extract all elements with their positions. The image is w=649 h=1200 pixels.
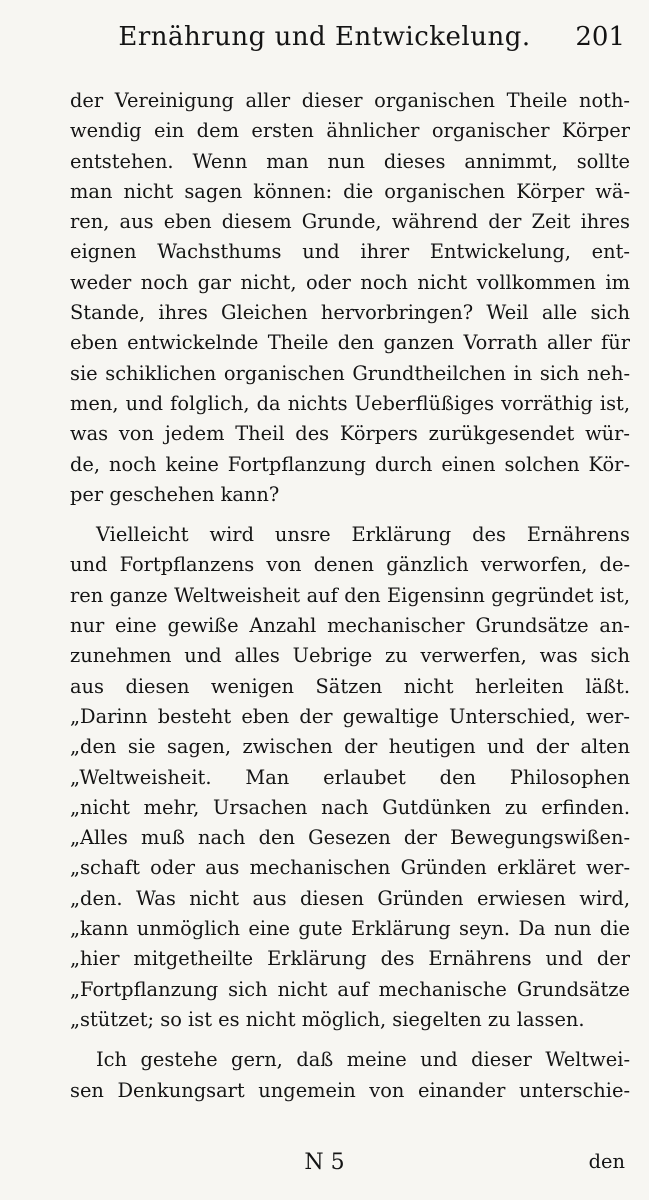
text-line: was von jedem Theil des Körpers zurükgesendet wür- [70,422,630,446]
text-line: und Fortpflanzens von denen gänzlich verworfen, de- [70,553,630,577]
paragraph [70,1045,630,1106]
text-line: „hier mitgetheilte Erklärung des Ernährens und der [70,947,630,971]
paragraph-gap [70,1035,630,1045]
page-header [0,14,649,54]
text-line: eignen Wachsthums und ihrer Entwickelung, ent- [70,240,630,264]
text-line: ren, aus eben diesem Grunde, während der Zeit ihres [70,210,630,234]
text-line: „nicht mehr, Ursachen nach Gutdünken zu erfinden. [70,795,630,819]
text-line: nur eine gewiße Anzahl mechanischer Grundsätze an- [70,614,630,638]
paragraph-gap [70,510,630,520]
text-line: sie schiklichen organischen Grundtheilchen in sich neh- [70,361,630,385]
text-line: „Fortpflanzung sich nicht auf mechanische Grundsätze [70,977,630,1001]
text-line: Ich gestehe gern, daß meine und dieser Weltwei- [96,1048,630,1072]
text-line: per geschehen kann? [70,482,280,506]
text-line: „stützet; so ist es nicht möglich, siegelten zu lassen. [70,1007,585,1031]
text-line: „Darinn besteht eben der gewaltige Unterschied, wer- [70,704,630,728]
text-line: ren ganze Weltweisheit auf den Eigensinn gegründet ist, [70,583,630,607]
text-line: „den. Was nicht aus diesen Gründen erwiesen wird, [70,886,630,910]
text-line: weder noch gar nicht, oder noch nicht vollkommen im [70,270,630,294]
text-line: „den sie sagen, zwischen der heutigen und der alten [70,735,630,759]
text-line: entstehen. Wenn man nun dieses annimmt, sollte [70,149,630,173]
text-line: der Vereinigung aller dieser organischen Theile noth- [70,89,630,112]
paragraph [70,86,630,510]
text-line: zunehmen und alles Uebrige zu verwerfen, was sich [70,644,630,668]
page-number: 201 [575,22,625,52]
text-line: men, und folglich, da nichts Ueberflüßiges vorräthig ist, [70,391,630,415]
paragraph [70,520,630,1035]
page-footer [0,1150,649,1190]
text-line: de, noch keine Fortpflanzung durch einen solchen Kör- [70,452,630,476]
catchword: den [588,1150,625,1173]
text-line: „schaft oder aus mechanischen Gründen erkläret wer- [70,856,630,880]
text-line: „Weltweisheit. Man erlaubet den Philosophen [70,765,630,789]
text-line: „kann unmöglich eine gute Erklärung seyn. Da nun die [70,917,630,941]
text-line: man nicht sagen können: die organischen Körper wä- [70,179,630,203]
text-line: Vielleicht wird unsre Erklärung des Ernährens [96,523,630,547]
text-line: aus diesen wenigen Sätzen nicht herleiten läßt. [70,674,630,698]
text-line: sen Denkungsart ungemein von einander unterschie- [70,1078,630,1102]
signature-mark: N 5 [304,1150,345,1175]
text-line: eben entwickelnde Theile den ganzen Vorrath aller für [70,331,630,355]
text-line: „Alles muß nach den Gesezen der Bewegungswißen- [70,826,630,850]
text-line: Stande, ihres Gleichen hervorbringen? Weil alle sich [70,301,630,325]
running-head: Ernährung und Entwickelung. [118,22,531,52]
body-text [70,86,630,1106]
text-line: wendig ein dem ersten ähnlicher organischer Körper [70,119,630,143]
